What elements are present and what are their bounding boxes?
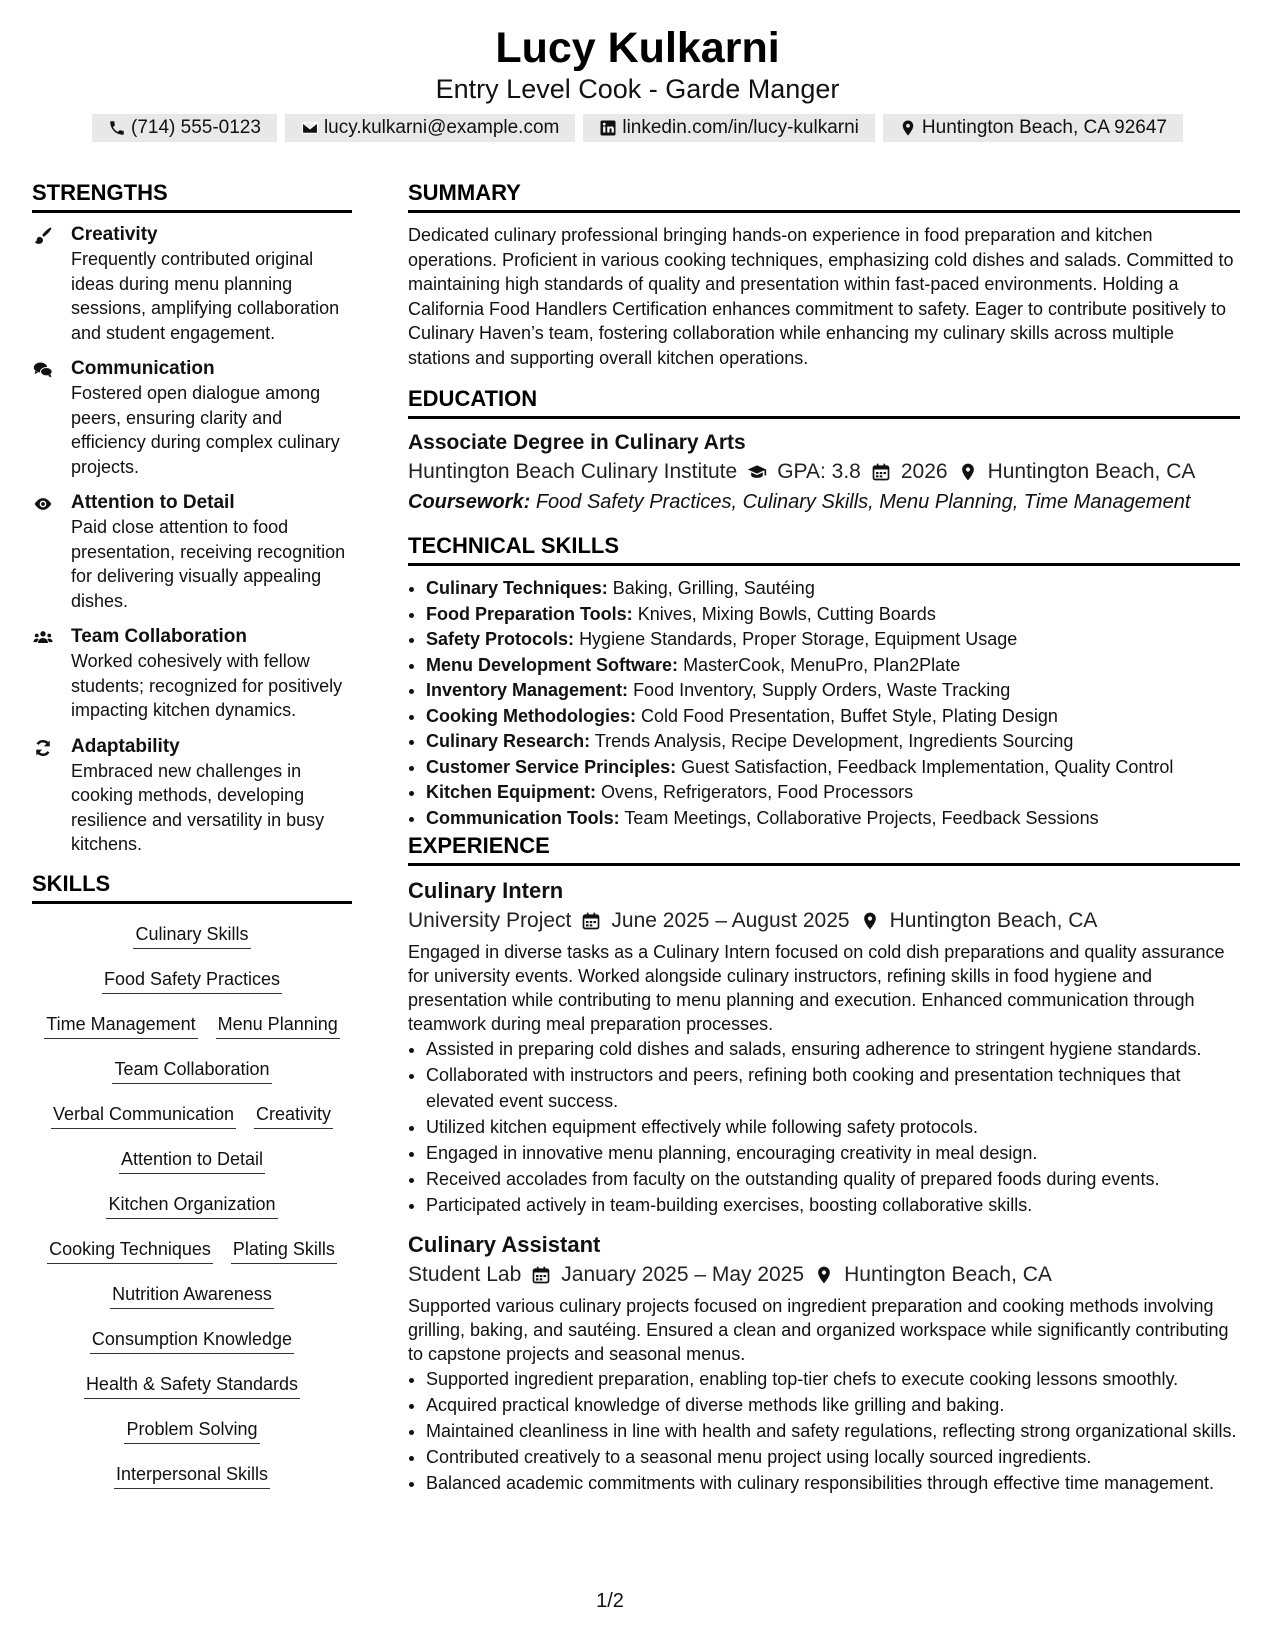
candidate-title: Entry Level Cook - Garde Manger — [435, 74, 840, 104]
skill-tag: Verbal Communication — [51, 1102, 236, 1129]
strength-item — [32, 223, 352, 345]
contact-row — [0, 114, 1275, 142]
education-location: Huntington Beach, CA — [987, 460, 1196, 483]
technical-skill-label: Kitchen Equipment: — [426, 782, 596, 802]
strength-desc: Frequently contributed original ideas during menu planning sessions, amplifying collaboration and student engagement. — [71, 249, 340, 343]
envelope-icon — [301, 119, 319, 137]
technical-skill-item — [426, 780, 1240, 806]
contact-phone-text: (714) 555-0123 — [131, 117, 261, 138]
technical-skill-value: Trends Analysis, Recipe Development, Ingredients Sourcing — [594, 731, 1074, 751]
skill-tag: Plating Skills — [231, 1237, 337, 1264]
skill-tag: Creativity — [254, 1102, 333, 1129]
map-pin-icon — [899, 119, 917, 137]
left-column — [32, 178, 352, 1507]
linkedin-icon — [599, 119, 617, 137]
job-entry — [408, 1230, 1240, 1496]
skill-line — [32, 1057, 352, 1102]
job-bullet: • Balanced academic commitments with culinary responsibilities through effective time management. — [426, 1470, 1240, 1496]
education-meta — [408, 457, 1240, 487]
contact-email[interactable] — [285, 114, 575, 142]
strengths-heading: STRENGTHS — [32, 178, 352, 213]
job-bullet: • Contributed creatively to a seasonal menu project using locally sourced ingredients. — [426, 1444, 1240, 1470]
technical-skill-label: Inventory Management: — [426, 680, 629, 700]
job-bullet: • Supported ingredient preparation, enabling top-tier chefs to execute cooking lessons smoothly. — [426, 1366, 1240, 1392]
job-org: Student Lab — [408, 1263, 522, 1286]
skill-tag: Team Collaboration — [112, 1057, 271, 1084]
job-org: University Project — [408, 909, 572, 932]
strength-title: Adaptability — [71, 735, 180, 757]
summary-text: Dedicated culinary professional bringing hands-on experience in food preparation and kitchen operations. Proficient in various cooking techniques, emphasizing cold dishes and salads. Committed to maintaining high standards of quality and presentation within fast-paced environments. Holding a California Food Handlers Certification enhances commitment to safety. Eager to contribute positively to Culinary Haven’s team, fostering collaboration while enhancing my culinary skills across multiple stations and supporting overall kitchen operations. — [408, 225, 1234, 368]
job-bullet: • Received accolades from faculty on the outstanding quality of prepared foods during events. — [426, 1166, 1240, 1192]
strength-desc: Worked cohesively with fellow students; recognized for positively impacting kitchen dynamics. — [71, 651, 343, 720]
strength-title: Creativity — [71, 224, 158, 245]
technical-skill-label: Safety Protocols: — [426, 629, 575, 649]
technical-skill-item — [426, 602, 1240, 628]
map-pin-icon — [958, 462, 978, 482]
skill-tag: Time Management — [44, 1012, 197, 1039]
strength-desc: Fostered open dialogue among peers, ensuring clarity and efficiency during complex culinary projects. — [71, 383, 340, 477]
technical-skills-heading: TECHNICAL SKILLS — [408, 531, 1240, 566]
technical-skill-label: Customer Service Principles: — [426, 756, 677, 777]
skill-line — [32, 922, 352, 967]
page-number: 1/2 — [596, 1590, 624, 1612]
technical-skill-item — [426, 627, 1240, 653]
technical-skill-value: Baking, Grilling, Sautéing — [612, 578, 815, 598]
technical-skill-value: Team Meetings, Collaborative Projects, Feedback Sessions — [624, 807, 1099, 828]
skill-tag: Menu Planning — [216, 1012, 340, 1039]
job-bullets — [408, 1366, 1240, 1496]
calendar-icon — [581, 911, 601, 931]
strength-desc: Paid close attention to food presentation, receiving recognition for delivering visually appealing dishes. — [71, 517, 346, 611]
job-entry — [408, 876, 1240, 1218]
users-icon — [32, 628, 54, 648]
job-bullet: • Maintained cleanliness in line with health and safety regulations, reflecting strong organizational skills. — [426, 1418, 1240, 1444]
skill-tag: Culinary Skills — [133, 922, 250, 949]
education-year: 2026 — [900, 460, 948, 483]
summary-heading: SUMMARY — [408, 178, 1240, 213]
job-bullet: • Acquired practical knowledge of diverse methods like grilling and baking. — [426, 1392, 1240, 1418]
graduation-cap-icon — [747, 462, 767, 482]
technical-skill-item — [426, 576, 1240, 602]
job-bullet: • Engaged in innovative menu planning, encouraging creativity in meal design. — [426, 1140, 1240, 1166]
technical-skill-label: Culinary Research: — [426, 731, 591, 751]
technical-skill-value: Hygiene Standards, Proper Storage, Equipment Usage — [579, 629, 1018, 649]
education-coursework — [408, 487, 1240, 517]
paintbrush-icon — [32, 226, 54, 246]
technical-skill-value: Food Inventory, Supply Orders, Waste Tracking — [633, 680, 1011, 700]
map-pin-icon — [860, 911, 880, 931]
skill-tag: Health & Safety Standards — [84, 1372, 300, 1399]
experience-list — [408, 876, 1240, 1496]
phone-icon — [108, 119, 126, 137]
technical-skill-item — [426, 729, 1240, 755]
strength-item — [32, 491, 352, 613]
sync-icon — [32, 738, 54, 758]
education-degree: Associate Degree in Culinary Arts — [408, 431, 746, 454]
job-bullets — [408, 1036, 1240, 1218]
skill-line — [32, 1237, 352, 1282]
job-dates: January 2025 – May 2025 — [561, 1263, 805, 1286]
technical-skill-item — [426, 755, 1240, 781]
job-bullet: • Collaborated with instructors and peers, refining both cooking and presentation techniques that elevated event success. — [426, 1062, 1240, 1114]
skill-tag: Attention to Detail — [119, 1147, 265, 1174]
technical-skill-label: Cooking Methodologies: — [426, 705, 636, 726]
job-meta — [408, 906, 1240, 936]
technical-skill-label: Communication Tools: — [426, 807, 620, 828]
technical-skill-item — [426, 704, 1240, 730]
skill-tag: Food Safety Practices — [102, 967, 282, 994]
strength-desc: Embraced new challenges in cooking methods, developing resilience and versatility in busy kitchens. — [71, 760, 325, 854]
eye-icon — [32, 494, 54, 514]
coursework-label: Coursework: — [408, 491, 531, 513]
comments-icon — [32, 360, 54, 380]
technical-skill-item — [426, 653, 1240, 679]
right-column — [408, 178, 1240, 1508]
skill-tag: Consumption Knowledge — [90, 1327, 294, 1354]
skill-line — [32, 1417, 352, 1462]
skill-line — [32, 1147, 352, 1192]
education-school: Huntington Beach Culinary Institute — [408, 460, 738, 483]
skill-tag: Problem Solving — [124, 1417, 259, 1444]
job-location: Huntington Beach, CA — [844, 1263, 1052, 1286]
calendar-icon — [871, 462, 891, 482]
contact-location — [883, 114, 1183, 142]
technical-skill-value: Knives, Mixing Bowls, Cutting Boards — [637, 603, 936, 624]
technical-skills-list — [408, 576, 1240, 831]
job-meta — [408, 1260, 1240, 1290]
education-heading: EDUCATION — [408, 384, 1240, 419]
job-title: Culinary Assistant — [408, 1232, 601, 1257]
job-dates: June 2025 – August 2025 — [611, 909, 850, 932]
technical-skill-value: Ovens, Refrigerators, Food Processors — [601, 782, 914, 802]
calendar-icon — [531, 1265, 551, 1285]
strength-item — [32, 735, 352, 857]
job-title: Culinary Intern — [408, 878, 564, 903]
job-bullet: • Participated actively in team-building exercises, boosting collaborative skills. — [426, 1192, 1240, 1218]
job-description: Supported various culinary projects focused on ingredient preparation and cooking methods involving grilling, baking, and sautéing. Ensured a clean and organized workspace while significantly contributing to capstone projects and seasonal menus. — [408, 1296, 1229, 1364]
strength-item — [32, 357, 352, 479]
skill-line — [32, 1372, 352, 1417]
experience-heading: EXPERIENCE — [408, 831, 1240, 866]
coursework-list: Food Safety Practices, Culinary Skills, Menu Planning, Time Management — [535, 491, 1191, 513]
job-bullet: • Assisted in preparing cold dishes and salads, ensuring adherence to stringent hygiene standards. — [426, 1036, 1240, 1062]
candidate-name: Lucy Kulkarni — [495, 24, 780, 72]
skill-line — [32, 967, 352, 1012]
contact-linkedin-text: linkedin.com/in/lucy-kulkarni — [622, 117, 859, 138]
contact-email-text: lucy.kulkarni@example.com — [323, 117, 560, 138]
skill-line — [32, 1102, 352, 1147]
skill-line — [32, 1192, 352, 1237]
strength-title: Attention to Detail — [71, 492, 235, 513]
contact-phone[interactable] — [92, 114, 277, 142]
skill-line — [32, 1282, 352, 1327]
technical-skill-value: Guest Satisfaction, Feedback Implementation, Quality Control — [681, 756, 1174, 777]
technical-skill-value: Cold Food Presentation, Buffet Style, Plating Design — [641, 705, 1058, 726]
strength-item — [32, 625, 352, 723]
skill-tag: Kitchen Organization — [106, 1192, 277, 1219]
contact-location-text: Huntington Beach, CA 92647 — [921, 117, 1167, 138]
technical-skill-label: Food Preparation Tools: — [426, 603, 633, 624]
skill-line — [32, 1012, 352, 1057]
strength-title: Communication — [71, 358, 215, 379]
technical-skill-label: Menu Development Software: — [426, 654, 679, 675]
job-bullet: • Utilized kitchen equipment effectively while following safety protocols. — [426, 1114, 1240, 1140]
skills-list — [32, 922, 352, 1507]
skill-tag: Nutrition Awareness — [110, 1282, 274, 1309]
technical-skill-label: Culinary Techniques: — [426, 578, 608, 598]
technical-skill-value: MasterCook, MenuPro, Plan2Plate — [683, 654, 961, 675]
job-description: Engaged in diverse tasks as a Culinary Intern focused on cold dish preparations and quality assurance for university events. Worked alongside culinary instructors, refining skills in food hygiene and presentation while contributing to menu planning and execution. Enhanced communication through teamwork during meal preparation processes. — [408, 942, 1225, 1034]
education-gpa: GPA: 3.8 — [777, 460, 861, 483]
skill-line — [32, 1462, 352, 1507]
skill-line — [32, 1327, 352, 1372]
contact-linkedin[interactable] — [583, 114, 875, 142]
technical-skill-item — [426, 806, 1240, 832]
skills-heading: SKILLS — [32, 869, 352, 904]
job-location: Huntington Beach, CA — [889, 909, 1098, 932]
skill-tag: Interpersonal Skills — [114, 1462, 270, 1489]
skill-tag: Cooking Techniques — [47, 1237, 213, 1264]
map-pin-icon — [814, 1265, 834, 1285]
technical-skill-item — [426, 678, 1240, 704]
strength-title: Team Collaboration — [71, 626, 247, 647]
